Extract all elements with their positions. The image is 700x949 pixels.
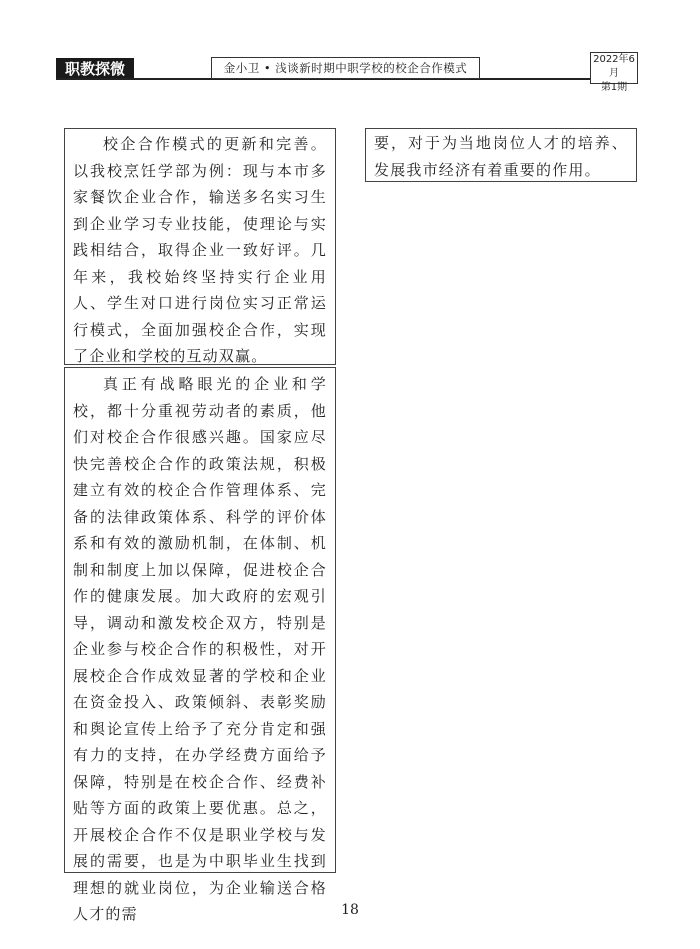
text-box-1 — [64, 128, 336, 365]
paragraph-2: 真正有战略眼光的企业和学校，都十分重视劳动者的素质，他们对校企合作很感兴趣。国家应尽快完善校企合作的政策法规，积极建立有效的校企合作管理体系、完备的法律政策体系、科学的评价体系和有效的激励机制，在体制、机制和制度上加以保障，促进校企合作的健康发展。加大政府的宏观引导，调动和激发校企双方，特别是企业参与校企合作的积极性，对开展校企合作成效显著的学校和企业在资金投入、政策倾斜、表彰奖励和舆论宣传上给予了充分肯定和强有力的支持，在办学经费方面给予保障，特别是在校企合作、经费补贴等方面的政策上要优惠。总之，开展校企合作不仅是职业学校与发展的需要，也是为中职毕业生找到理想的就业岗位，为企业输送合格人才的需 — [73, 375, 327, 923]
issue-number: 第1期 — [600, 82, 628, 93]
article-title: 金小卫 • 浅谈新时期中职学校的校企合作模式 — [211, 57, 480, 79]
text-box-3 — [365, 128, 637, 182]
paragraph-1: 校企合作模式的更新和完善。以我校烹饪学部为例：现与本市多家餐饮企业合作，输送多名实习生到企业学习专业技能，使理论与实践相结合，取得企业一致好评。几年来，我校始终坚持实行企业用人、学生对口进行岗位实习正常运行模式，全面加强校企合作，实现了企业和学校的互动双赢。 — [73, 135, 327, 365]
page-number: 18 — [341, 902, 359, 918]
issue-year-month: 2022年6月 — [593, 54, 635, 79]
issue-badge — [590, 52, 638, 93]
journal-logo: 职教探微 — [56, 58, 134, 80]
paragraph-3: 要，对于为当地岗位人才的培养、发展我市经济有着重要的作用。 — [374, 134, 628, 179]
text-box-2 — [64, 367, 336, 923]
